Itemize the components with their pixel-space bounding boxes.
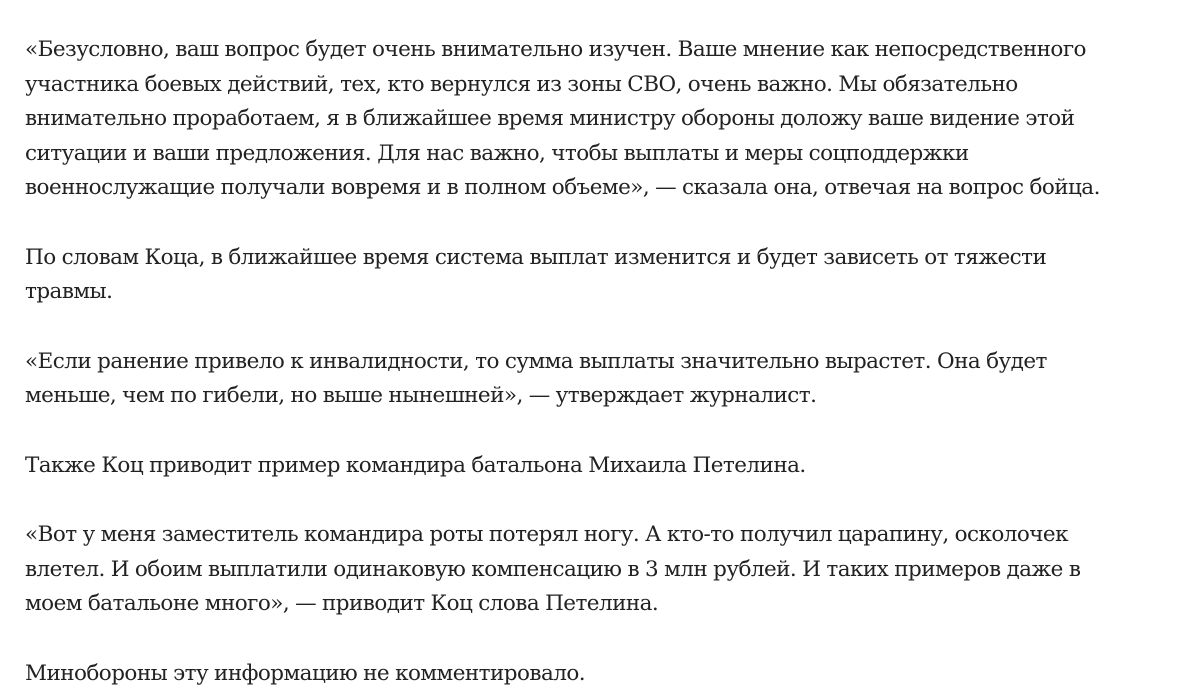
- paragraph-payment-system: [25, 241, 1185, 310]
- text-line: Минобороны эту информацию не комментировало.: [25, 660, 586, 686]
- text-line: влетел. И обоим выплатили одинаковую компенсацию в 3 млн рублей. И таких примеров даже в: [25, 556, 1081, 582]
- text-line: По словам Коца, в ближайшее время система выплат изменится и будет зависеть от тяжести: [25, 244, 1047, 270]
- paragraph-quote-commander: [25, 518, 1185, 622]
- text-line: меньше, чем по гибели, но выше нынешней», — утверждает журналист.: [25, 383, 817, 408]
- paragraph-ministry-no-comment: [25, 657, 1185, 692]
- text-line: Также Коц приводит пример командира батальона Михаила Петелина.: [25, 452, 806, 478]
- paragraph-example-intro: [25, 449, 1185, 484]
- paragraph-quote-disability: [25, 345, 1185, 414]
- text-line: внимательно проработаем, я в ближайшее время министру обороны доложу ваше видение этой: [25, 106, 1075, 131]
- text-line: «Вот у меня заместитель командира роты потерял ногу. А кто-то получил царапину, осколочек: [25, 522, 1068, 547]
- text-line: моем батальоне много», — приводит Коц слова Петелина.: [25, 591, 659, 616]
- text-line: «Если ранение привело к инвалидности, то сумма выплаты значительно вырастет. Она будет: [25, 348, 1047, 374]
- paragraph-quote-official: [25, 33, 1185, 206]
- text-line: ситуации и ваши предложения. Для нас важно, чтобы выплаты и меры соцподдержки: [25, 140, 969, 166]
- text-line: участника боевых действий, тех, кто вернулся из зоны СВО, очень важно. Мы обязательно: [25, 71, 1018, 97]
- text-line: травмы.: [25, 279, 113, 304]
- text-line: военнослужащие получали вовремя и в полном объеме», — сказала она, отвечая на вопрос бойца.: [25, 175, 1100, 200]
- text-line: «Безусловно, ваш вопрос будет очень внимательно изучен. Ваше мнение как непосредственного: [25, 37, 1086, 62]
